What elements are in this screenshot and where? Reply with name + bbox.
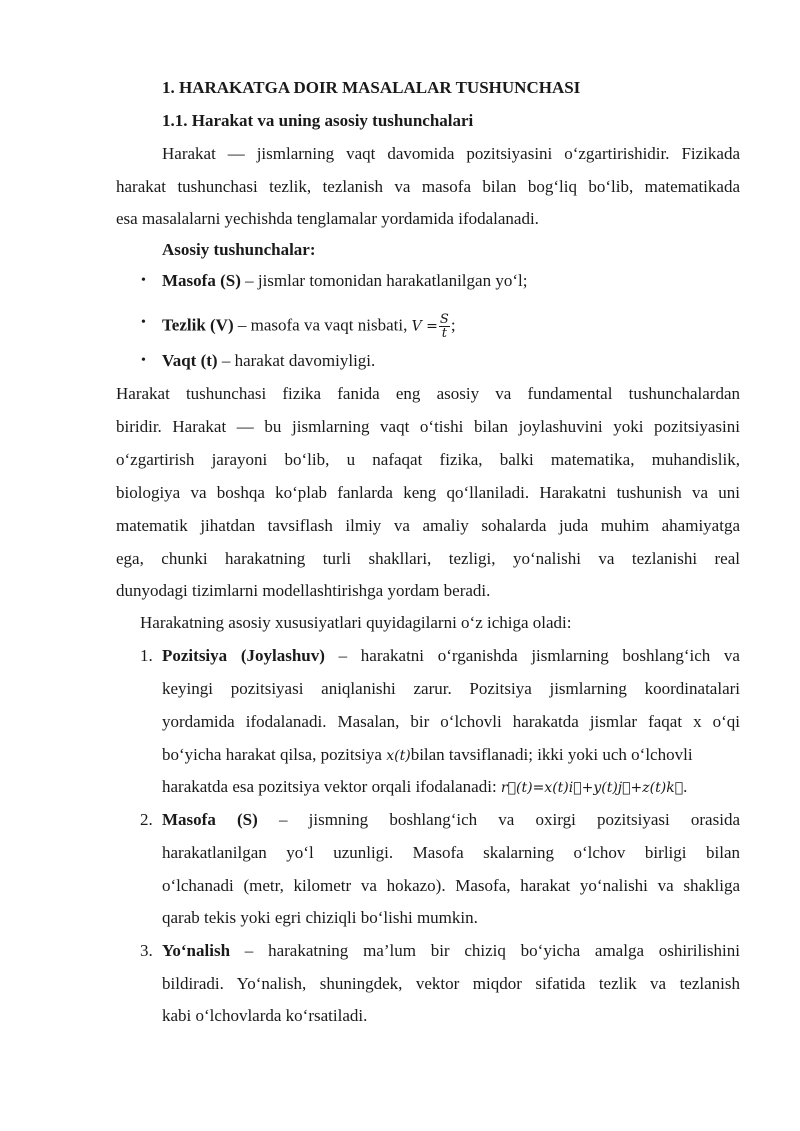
section-heading: 1.1. Harakat va uning asosiy tushunchalari [162, 111, 474, 130]
vector-formula: r⃗(t)=x(t)i⃗+y(t)j⃗+z(t)k⃗ [500, 780, 684, 796]
item-text: – jismning boshlang‘ich va oxirgi pozitsiyasi orasida [257, 810, 740, 829]
bullet-icon: • [141, 353, 146, 368]
item-1-line-2: keyingi pozitsiyasi aniqlanishi zarur. Pozitsiya jismlarning koordinatalari [162, 679, 740, 698]
bullet-term: Vaqt (t) [162, 351, 218, 370]
intro-line-3: esa masalalarni yechishda tenglamalar yordamida ifodalanadi. [116, 209, 539, 228]
fraction-denominator: t [441, 326, 447, 341]
item-1-line-3: yordamida ifodalanadi. Masalan, bir o‘lchovli harakatda jismlar faqat x o‘qi [162, 712, 740, 731]
item-text: bo‘yicha harakat qilsa, pozitsiya [162, 745, 387, 764]
item-term: Pozitsiya (Joylashuv) [162, 646, 325, 665]
para2-line-5: matematik jihatdan tavsiflash ilmiy va amaliy sohalarda juda muhim ahamiyatga [116, 516, 740, 535]
intro-line-1: Harakat — jismlarning vaqt davomida pozitsiyasini o‘zgartirishidir. Fizikada [162, 144, 740, 163]
bullet-item-masofa [162, 271, 527, 291]
item-3-line-3: kabi o‘lchovlarda ko‘rsatiladi. [162, 1006, 368, 1025]
item-text: – harakatni o‘rganishda jismlarning boshlang‘ich va [324, 646, 740, 665]
formula-lhs: V = [411, 318, 438, 335]
bullet-text: – jismlar tomonidan harakatlanilgan yo‘l; [240, 271, 528, 290]
item-2-line-1 [162, 810, 740, 830]
para2-line-6: ega, chunki harakatning turli shakllari, tezligi, yo‘nalishi va tezlanishi real [116, 549, 740, 568]
para2-line-4: biologiya va boshqa ko‘plab fanlarda keng qo‘llaniladi. Harakatni tushunish va uni [116, 483, 740, 502]
item-2-line-3: o‘lchanadi (metr, kilometr va hokazo). Masofa, harakat yo‘nalishi va shakliga [162, 876, 740, 895]
item-3-line-2: bildiradi. Yo‘nalish, shuningdek, vektor miqdor sifatida tezlik va tezlanish [162, 974, 740, 993]
item-2-line-4: qarab tekis yoki egri chiziqli bo‘lishi mumkin. [162, 908, 478, 927]
bullet-icon: • [141, 315, 146, 330]
properties-intro: Harakatning asosiy xususiyatlari quyidagilarni o‘z ichiga oladi: [140, 613, 572, 632]
para2-line-1: Harakat tushunchasi fizika fanida eng asosiy va fundamental tushunchalardan [116, 384, 740, 403]
item-number: 3. [140, 941, 153, 960]
basics-title: Asosiy tushunchalar: [162, 240, 316, 259]
bullet-term: Tezlik (V) [162, 315, 234, 335]
formula-tail: ; [450, 315, 456, 335]
bullet-term: Masofa (S) [162, 271, 241, 290]
bullet-item-tezlik [162, 313, 456, 340]
velocity-fraction [439, 313, 450, 340]
para2-line-3: o‘zgartirish jarayoni bo‘lib, u nafaqat fizika, balki matematika, muhandislik, [116, 450, 740, 469]
item-text: bilan tavsiflanadi; ikki yoki uch o‘lchovli [410, 745, 693, 764]
item-text: – harakatning ma’lum bir chiziq bo‘yicha amalga oshirilishini [230, 941, 740, 960]
bullet-text: – masofa va vaqt nisbati, [233, 315, 412, 335]
bullet-text: – harakat davomiyligi. [217, 351, 376, 370]
intro-line-2: harakat tushunchasi tezlik, tezlanish va masofa bilan bog‘liq bo‘lib, matematikada [116, 177, 740, 196]
item-text: . [683, 777, 688, 796]
chapter-heading: 1. HARAKATGA DOIR MASALALAR TUSHUNCHASI [162, 78, 581, 97]
para2-line-7: dunyodagi tizimlarni modellashtirishga yordam beradi. [116, 581, 491, 600]
item-1-line-5 [162, 777, 687, 798]
item-number: 2. [140, 810, 153, 829]
fraction-numerator: S [439, 312, 449, 327]
item-3-line-1 [162, 941, 740, 961]
item-term: Yo‘nalish [162, 941, 231, 960]
item-term: Masofa (S) [162, 810, 258, 829]
item-2-line-2: harakatlanilgan yo‘l uzunligi. Masofa skalarning o‘lchov birligi bilan [162, 843, 740, 862]
item-number: 1. [140, 646, 153, 665]
para2-line-2: biridir. Harakat — bu jismlarning vaqt o‘tishi bilan joylashuvini yoki pozitsiyasini [116, 417, 740, 436]
item-1-line-1 [162, 646, 740, 666]
bullet-icon: • [141, 273, 146, 288]
bullet-item-vaqt [162, 351, 375, 371]
position-formula: x(t) [386, 748, 411, 764]
item-1-line-4 [162, 745, 693, 766]
item-text: harakatda esa pozitsiya vektor orqali ifodalanadi: [162, 777, 501, 796]
